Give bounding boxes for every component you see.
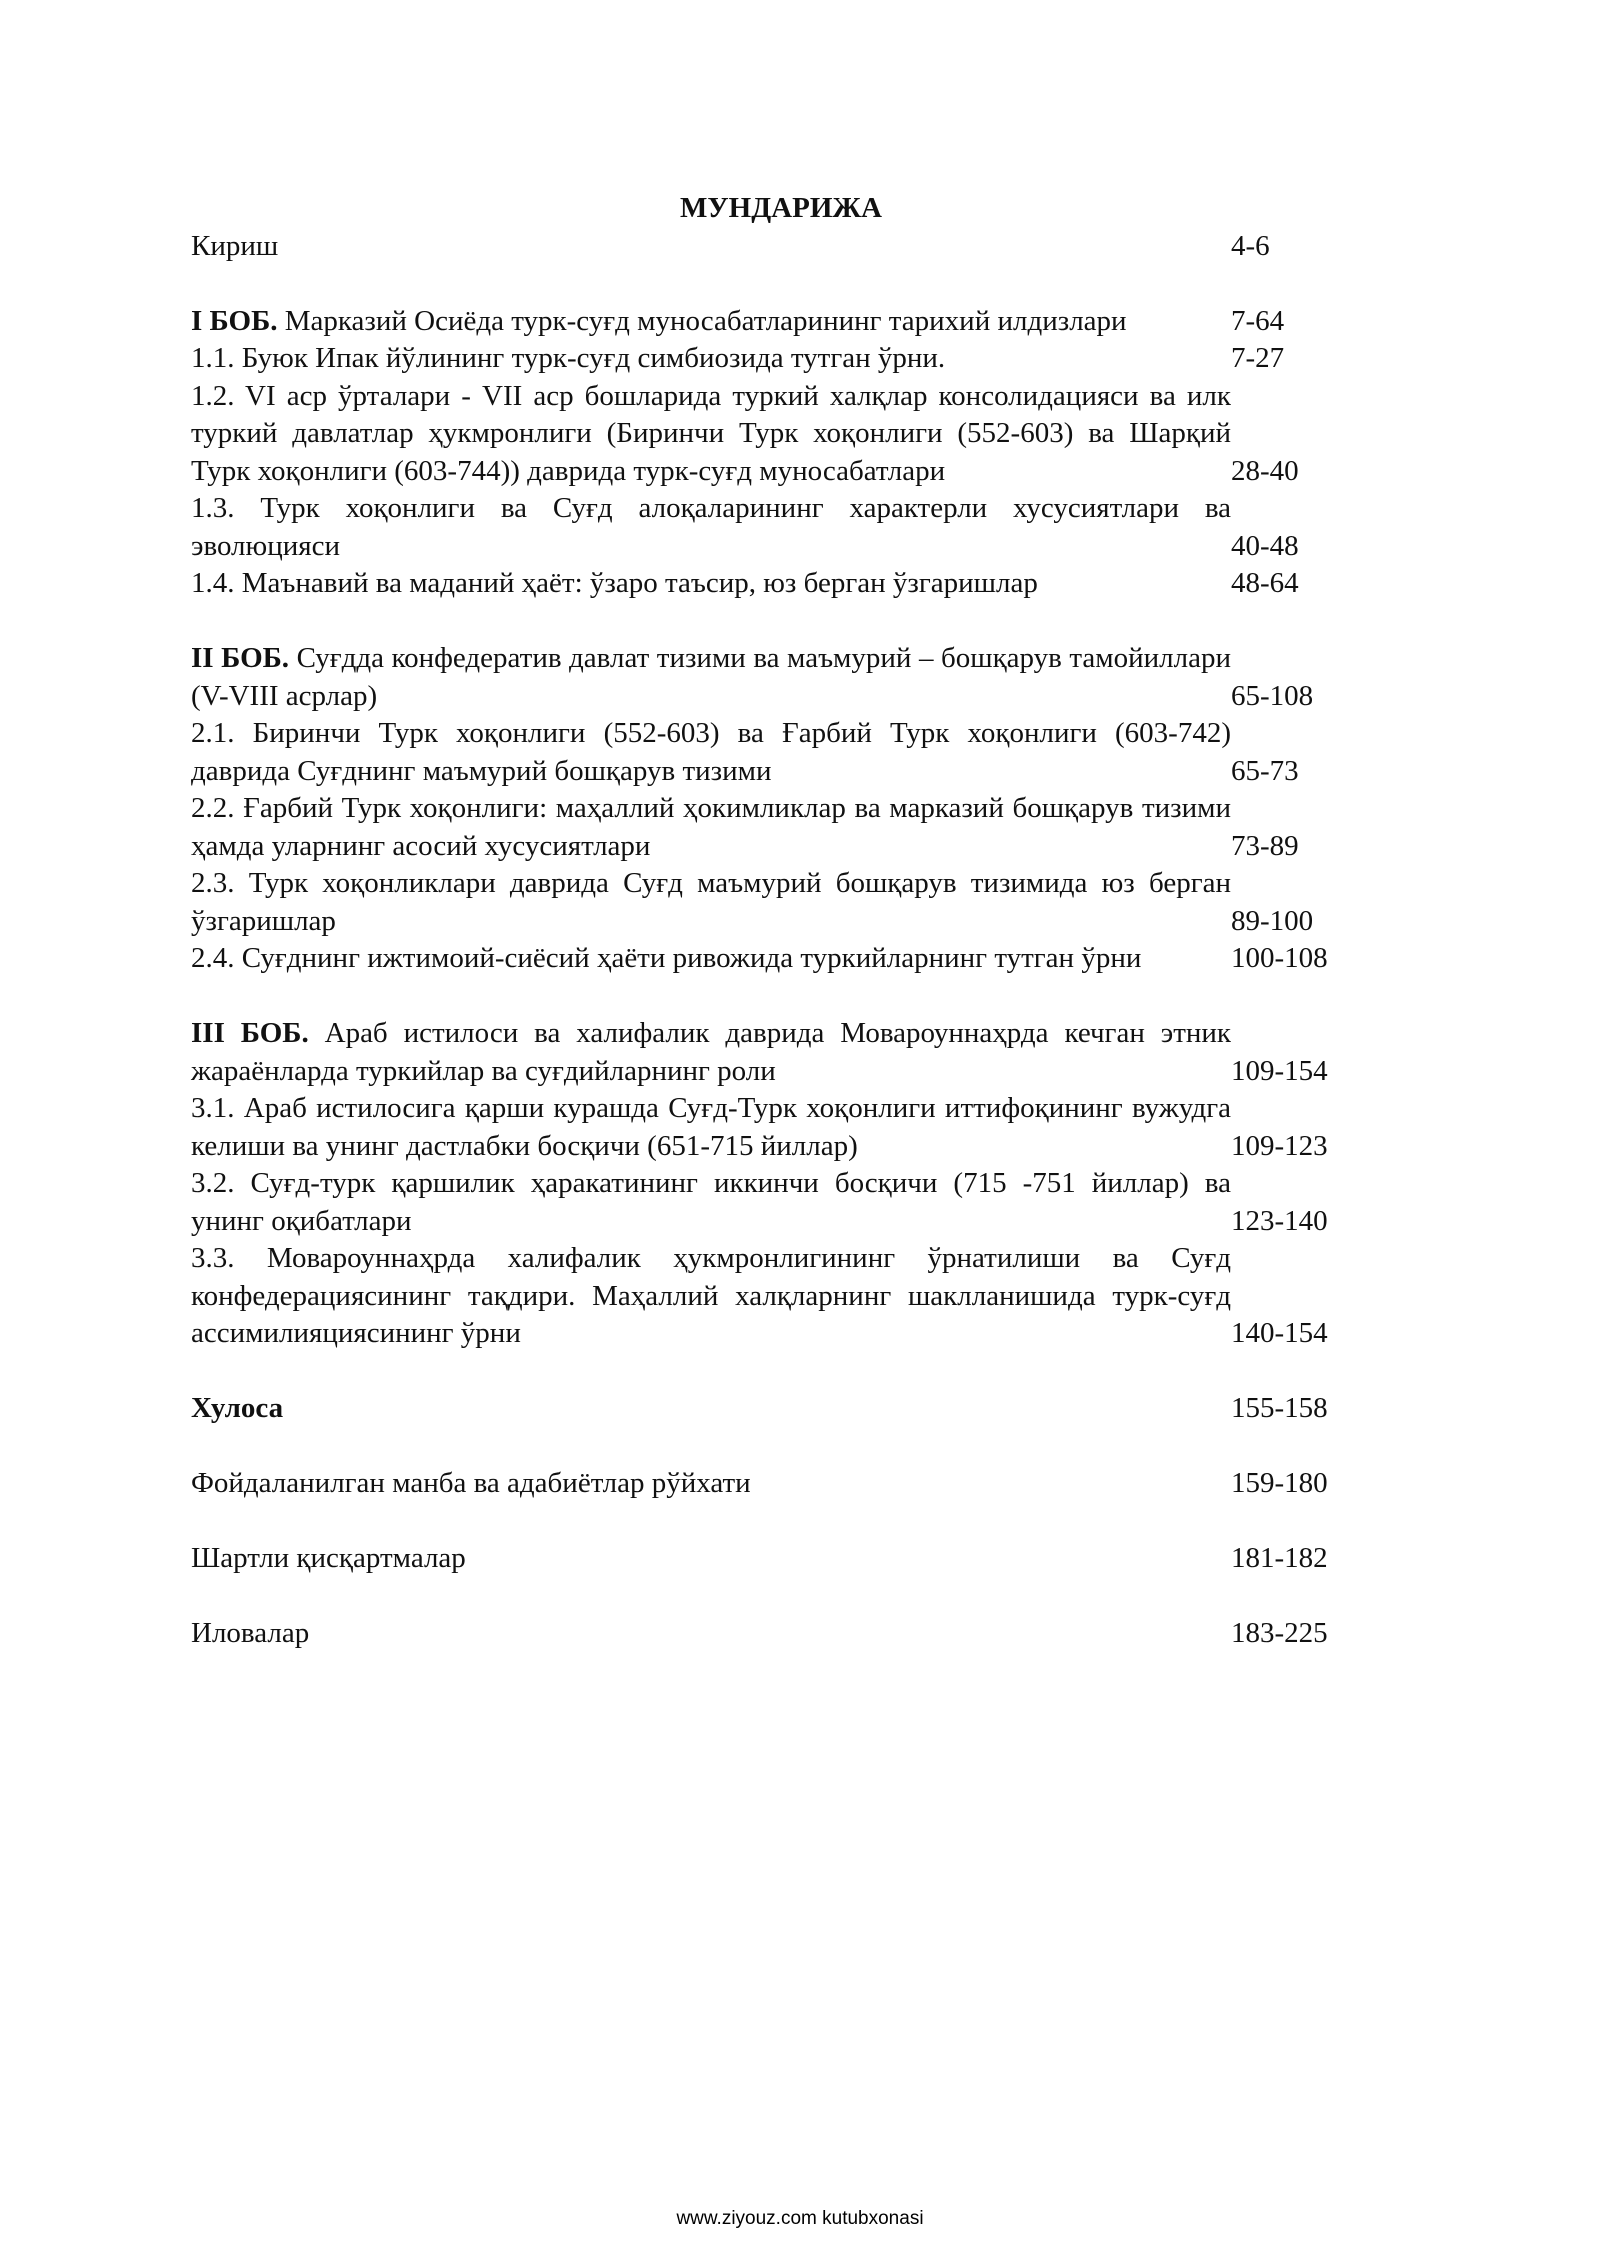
chapter-heading: I БОБ.: [191, 304, 278, 337]
section-title: 3.3. Мовароуннаҳрда халифалик ҳукмронлигининг ўрнатилиши ва Суғд конфедерациясининг тақдири. Маҳаллий халқларнинг шаклланишида турк-суғд ассимилияциясининг ўрни: [191, 1242, 1231, 1349]
toc-entry-label: Иловалар: [191, 1617, 310, 1649]
section-title: 1.1. Буюк Ипак йўлининг турк-суғд симбиозида тутган ўрни.: [191, 342, 946, 374]
toc-entry-pages: 100-108: [1231, 942, 1328, 974]
toc-entry-label: Хулоса: [191, 1392, 284, 1424]
toc-entry-pages: 73-89: [1231, 829, 1299, 862]
toc-section-1-1: [191, 340, 1371, 378]
toc-section-2-4: [191, 940, 1371, 978]
toc-section-3-3: [191, 1240, 1371, 1353]
toc-entry-pages: 40-48: [1231, 529, 1299, 562]
toc-section-2-3: [191, 865, 1371, 940]
toc-entry-pages: 7-64: [1231, 304, 1285, 337]
section-title: 2.3. Турк хоқонликлари даврида Суғд маъмурий бошқарув тизимида юз берган ўзгаришлар: [191, 867, 1231, 937]
section-title: 3.1. Араб истилосига қарши курашда Суғд-Турк хоқонлиги иттифоқининг вужудга келиши ва унинг дастлабки босқичи (651-715 йиллар): [191, 1092, 1231, 1162]
table-of-contents: [191, 190, 1371, 1653]
toc-entry-intro: [191, 228, 1371, 266]
toc-entry-conclusion: [191, 1390, 1371, 1428]
toc-section-1-3: [191, 490, 1371, 565]
toc-chapter-2: [191, 640, 1371, 715]
chapter-text: Суғдда конфедератив давлат тизими ва маъмурий – бошқарув тамойиллари (V-VIII асрлар): [191, 642, 1231, 712]
spacer: [191, 1428, 1371, 1466]
toc-entry-pages: 65-73: [1231, 754, 1299, 787]
spacer: [191, 1503, 1371, 1541]
toc-entry-pages: 123-140: [1231, 1204, 1328, 1237]
toc-entry-sources: [191, 1465, 1371, 1503]
toc-entry-pages: 159-180: [1231, 1467, 1328, 1499]
toc-entry-pages: 89-100: [1231, 904, 1314, 937]
spacer: [191, 978, 1371, 1016]
toc-entry-label: Фойдаланилган манба ва адабиётлар рўйхати: [191, 1467, 751, 1499]
toc-section-2-2: [191, 790, 1371, 865]
toc-entry-pages: 28-40: [1231, 454, 1299, 487]
chapter-heading: III БОБ.: [191, 1017, 309, 1049]
spacer: [191, 603, 1371, 641]
chapter-text: Араб истилоси ва халифалик даврида Мовароуннаҳрда кечган этник жараёнларда туркийлар ва суғдийларнинг роли: [191, 1017, 1231, 1087]
spacer: [191, 1353, 1371, 1391]
toc-entry-pages: 140-154: [1231, 1317, 1328, 1349]
toc-entry-pages: 183-225: [1231, 1617, 1328, 1649]
toc-section-1-4: [191, 565, 1371, 603]
section-title: 3.2. Суғд-турк қаршилик ҳаракатининг иккинчи босқичи (715 -751 йиллар) ва унинг оқибатлари: [191, 1167, 1231, 1237]
section-title: 1.2. VI аср ўрталари - VII аср бошларида туркий халқлар консолидацияси ва илк туркий давлатлар ҳукмронлиги (Биринчи Турк хоқонлиги (552-603) ва Шарқий Турк хоқонлиги (603-744)) даврида турк-суғд муносабатлари: [191, 379, 1231, 487]
toc-entry-label: Шартли қисқартмалар: [191, 1542, 466, 1574]
toc-section-3-2: [191, 1165, 1371, 1240]
toc-entry-pages: 155-158: [1231, 1392, 1328, 1424]
spacer: [191, 1578, 1371, 1616]
toc-title: МУНДАРИЖА: [680, 192, 882, 224]
section-title: 2.4. Суғднинг ижтимоий-сиёсий ҳаёти ривожида туркийларнинг тутган ўрни: [191, 942, 1142, 974]
section-title: 2.2. Ғарбий Турк хоқонлиги: маҳаллий ҳокимликлар ва марказий бошқарув тизими ҳамда уларнинг асосий хусусиятлари: [191, 792, 1231, 862]
toc-entry-pages: 65-108: [1231, 679, 1314, 712]
toc-section-2-1: [191, 715, 1371, 790]
toc-entry-appendix: [191, 1615, 1371, 1653]
section-title: 1.3. Турк хоқонлиги ва Суғд алоқаларининг характерли хусусиятлари ва эволюцияси: [191, 492, 1231, 562]
toc-entry-pages: 109-154: [1231, 1054, 1328, 1087]
chapter-heading: II БОБ.: [191, 642, 290, 674]
chapter-title: [191, 640, 1231, 715]
spacer: [191, 265, 1371, 303]
toc-entry-pages: 7-27: [1231, 342, 1285, 374]
chapter-title: [191, 303, 1231, 341]
toc-entry-label: Кириш: [191, 229, 279, 262]
chapter-text: Марказий Осиёда турк-суғд муносабатларининг тарихий илдизлари: [277, 304, 1127, 337]
toc-entry-abbreviations: [191, 1540, 1371, 1578]
section-title: 1.4. Маънавий ва маданий ҳаёт: ўзаро таъсир, юз берган ўзгаришлар: [191, 567, 1038, 599]
toc-chapter-3: [191, 1015, 1371, 1090]
toc-entry-pages: 4-6: [1231, 229, 1270, 262]
toc-section-3-1: [191, 1090, 1371, 1165]
toc-entry-pages: 181-182: [1231, 1542, 1328, 1574]
section-title: 2.1. Биринчи Турк хоқонлиги (552-603) ва Ғарбий Турк хоқонлиги (603-742) даврида Суғднинг маъмурий бошқарув тизими: [191, 717, 1231, 787]
chapter-title: [191, 1015, 1231, 1090]
toc-section-1-2: [191, 378, 1371, 491]
toc-entry-pages: 109-123: [1231, 1129, 1328, 1162]
toc-chapter-1: [191, 303, 1371, 341]
toc-entry-pages: 48-64: [1231, 567, 1299, 599]
page-footer: www.ziyouz.com kutubxonasi: [676, 2208, 924, 2229]
